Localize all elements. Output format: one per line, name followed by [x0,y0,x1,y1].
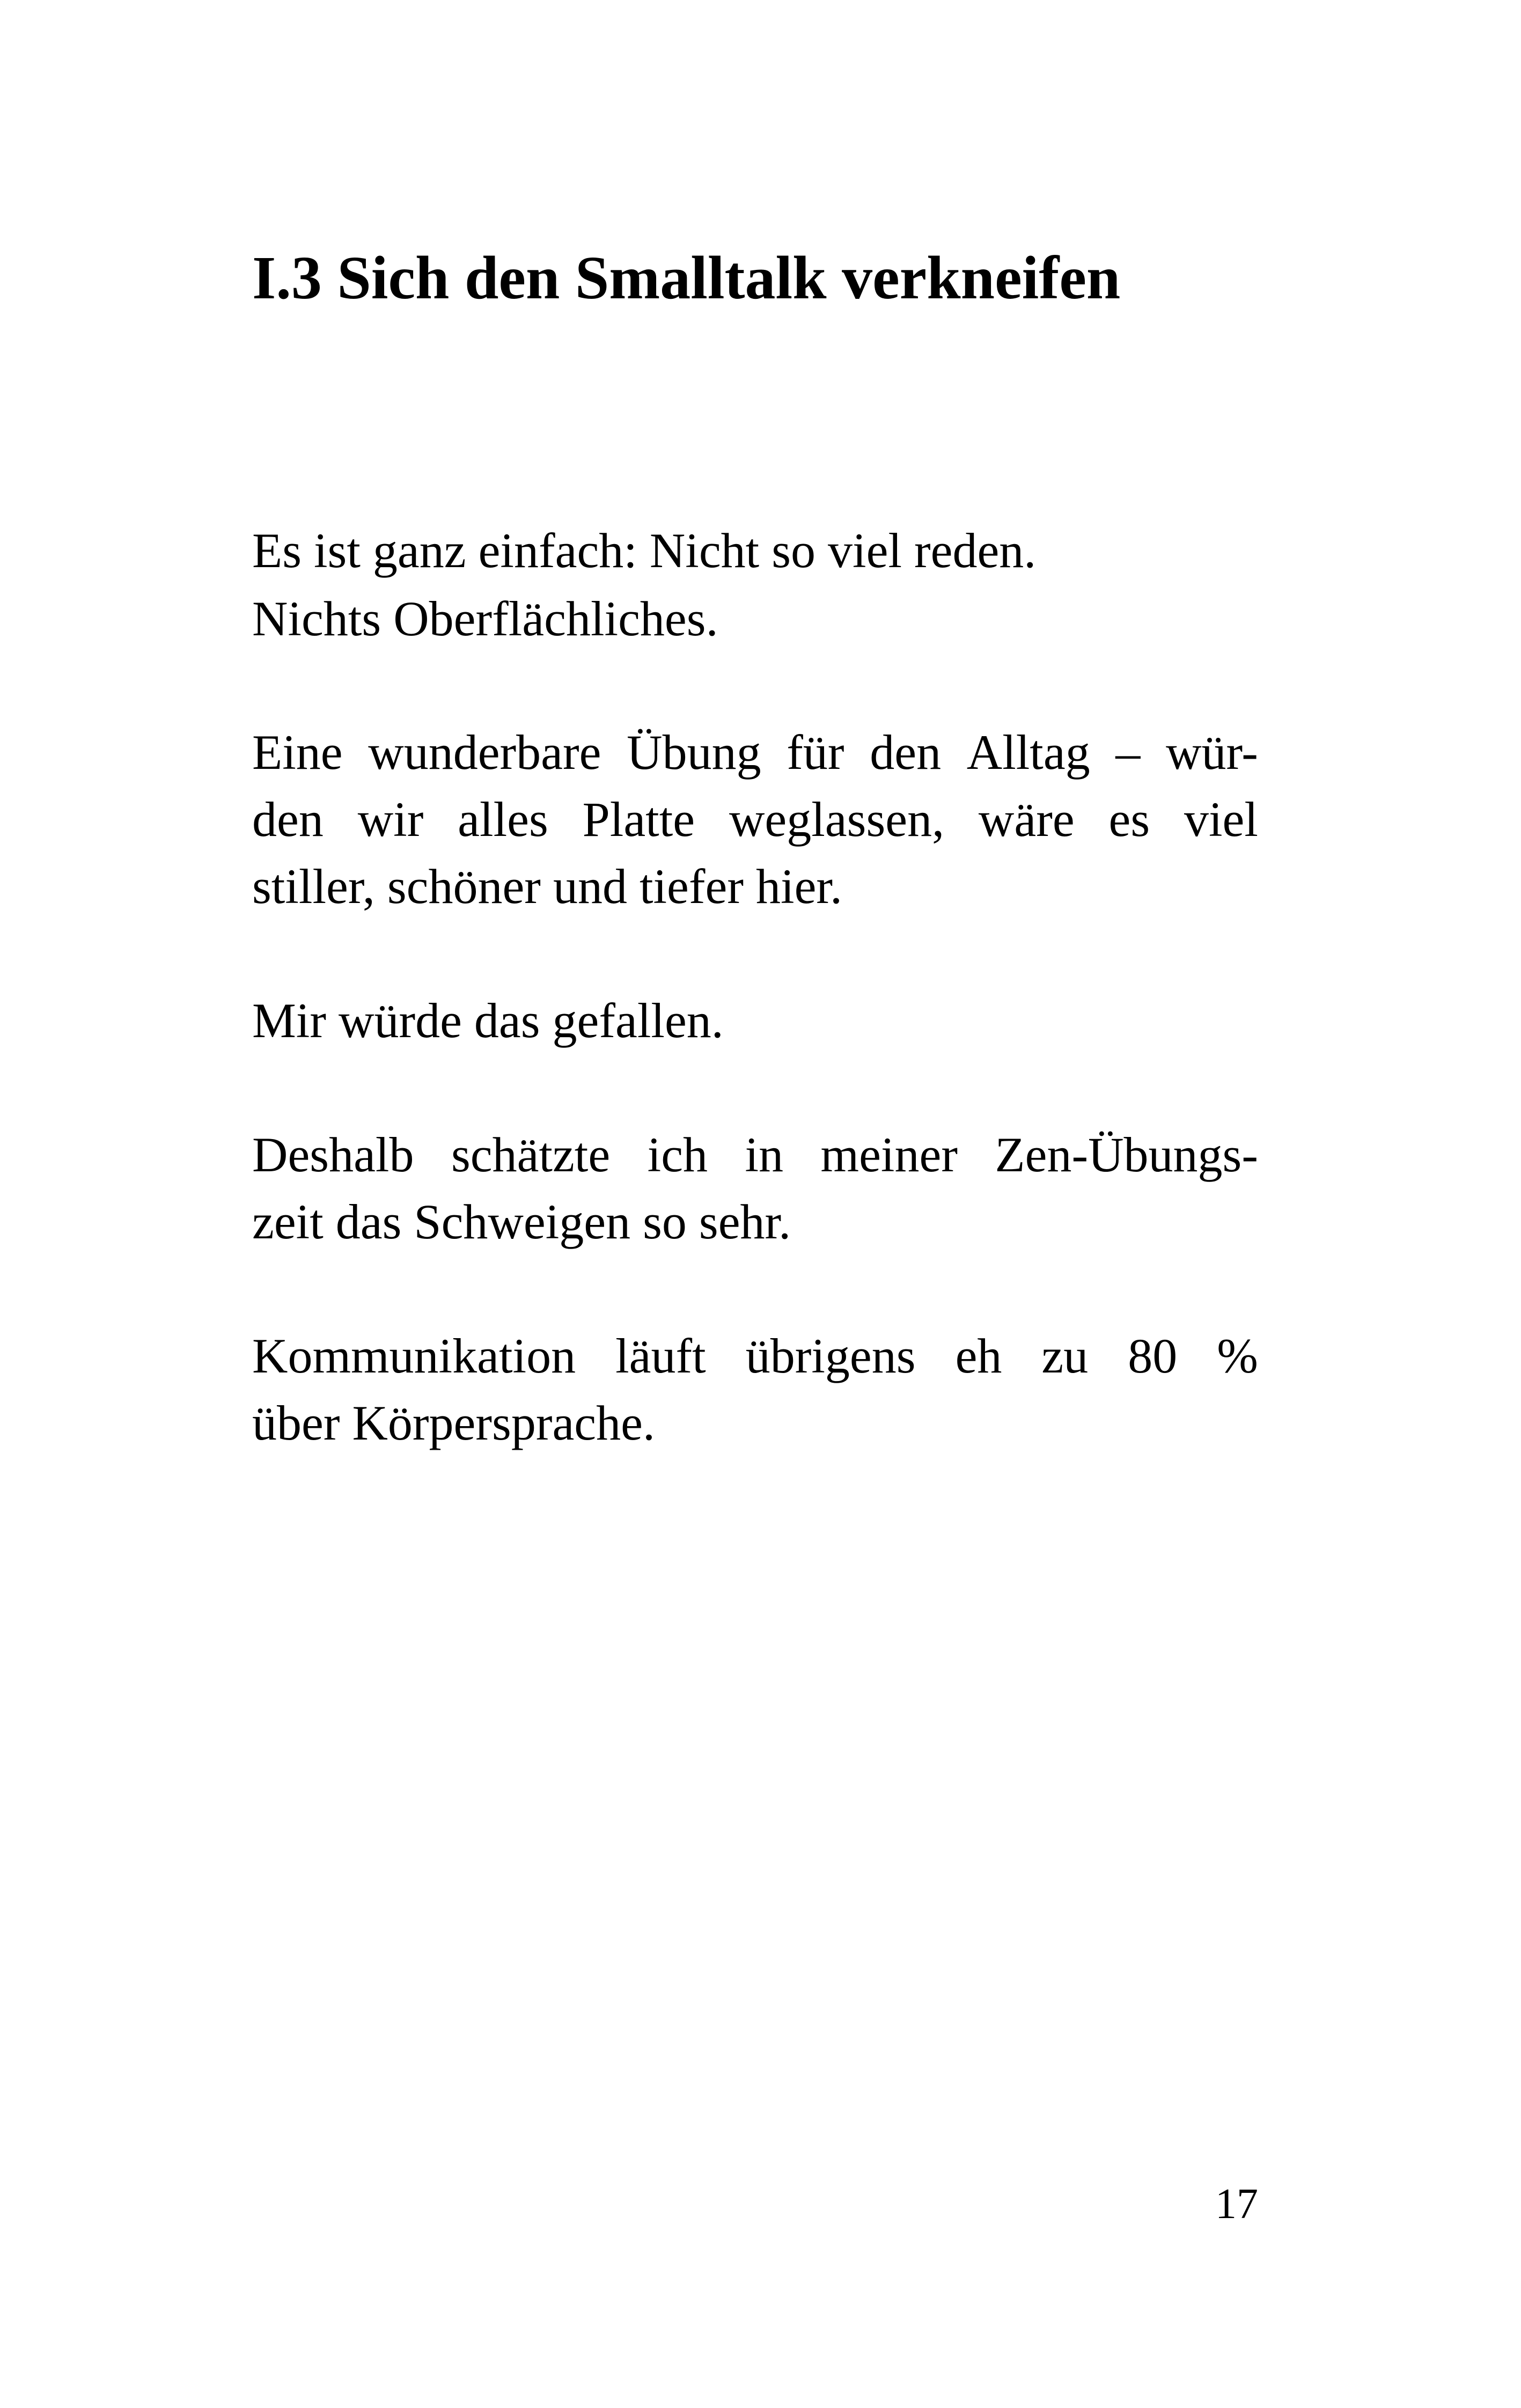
word: läuft [615,1328,706,1383]
paragraph-3-line-1: Mir würde das gefallen. [252,993,724,1048]
paragraph-4-line-2: zeit das Schweigen so sehr. [252,1194,791,1249]
word: für [787,725,844,780]
paragraph-1-line-1: Es ist ganz einfach: Nicht so viel reden. [252,523,1037,578]
word: % [1217,1328,1258,1383]
word: 80 [1128,1328,1178,1383]
word: weglassen, [729,792,945,847]
word: Alltag [966,725,1090,780]
paragraph-2-line-2 [252,792,1258,847]
word: zu [1041,1328,1089,1383]
paragraph-5-line-2: über Körpersprache. [252,1396,655,1450]
word: eh [955,1328,1002,1383]
word: Deshalb [252,1127,414,1182]
paragraph-4-line-1 [252,1127,1258,1182]
word: den [252,792,324,847]
paragraph-2-line-3: stiller, schöner und tiefer hier. [252,859,842,914]
word: wunderbare [368,725,601,780]
word: Zen-Übungs- [995,1127,1258,1182]
word: den [870,725,942,780]
word: Kommunikation [252,1328,576,1383]
word: – [1115,725,1141,780]
word: schätzte [451,1127,611,1182]
word: viel [1184,792,1258,847]
word: alles [458,792,548,847]
word: wir [357,792,424,847]
word: in [745,1127,784,1182]
word: es [1108,792,1150,847]
word: Eine [252,725,343,780]
word: wäre [978,792,1075,847]
word: übrigens [745,1328,916,1383]
word: ich [647,1127,708,1182]
word: wür- [1166,725,1258,780]
paragraph-5-line-1 [252,1328,1258,1383]
word: Platte [582,792,695,847]
word: meiner [820,1127,958,1182]
paragraph-1-line-2: Nichts Oberflächliches. [252,591,718,646]
paragraph-2-line-1 [252,725,1258,780]
word: Übung [627,725,761,780]
page-number: 17 [1215,2181,1258,2228]
chapter-heading: I.3 Sich den Smalltalk verkneifen [252,244,1121,312]
